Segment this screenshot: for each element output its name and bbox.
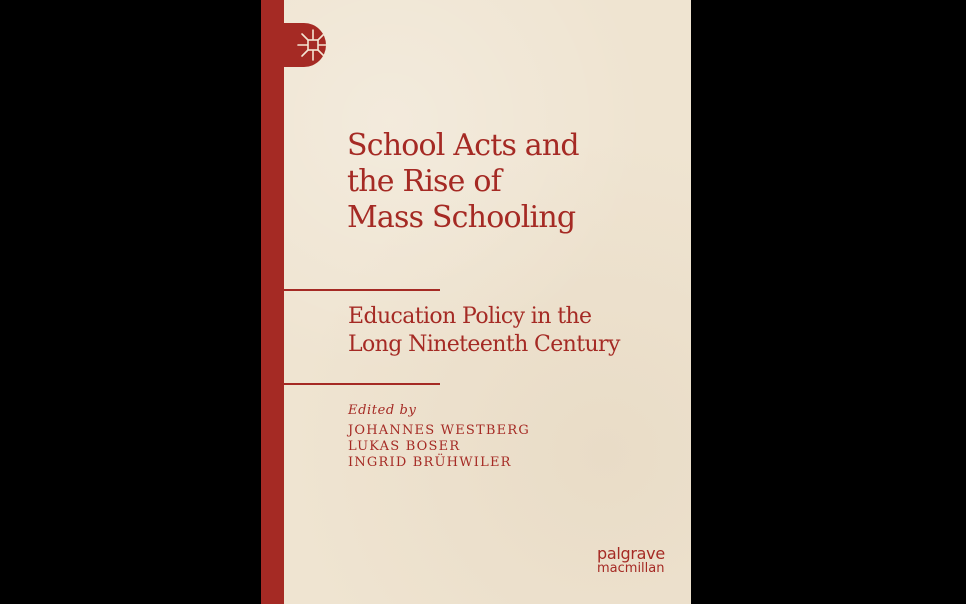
divider-rule-bottom: [284, 383, 440, 385]
title-line: the Rise of: [347, 164, 501, 199]
publisher-logo-badge: [261, 23, 326, 67]
subtitle-line: Long Nineteenth Century: [348, 332, 620, 357]
title-line: School Acts and: [347, 128, 579, 163]
editor-name: LUKAS BOSER: [348, 439, 461, 454]
editor-name: INGRID BRÜHWILER: [348, 455, 512, 470]
editor-list: [348, 423, 530, 471]
publisher-name-line1: palgrave: [597, 544, 665, 563]
publisher-wordmark: [597, 546, 665, 576]
book-title: [347, 128, 647, 236]
book-subtitle: [348, 303, 678, 359]
divider-rule-top: [284, 289, 440, 291]
cover-spine-band: [261, 0, 284, 604]
book-cover: [261, 0, 691, 604]
title-line: Mass Schooling: [347, 200, 576, 235]
edited-by-label: Edited by: [348, 403, 417, 418]
subtitle-line: Education Policy in the: [348, 304, 592, 329]
palgrave-star-icon: [296, 28, 330, 62]
publisher-name-line2: macmillan: [597, 561, 665, 576]
editor-name: JOHANNES WESTBERG: [348, 423, 530, 438]
